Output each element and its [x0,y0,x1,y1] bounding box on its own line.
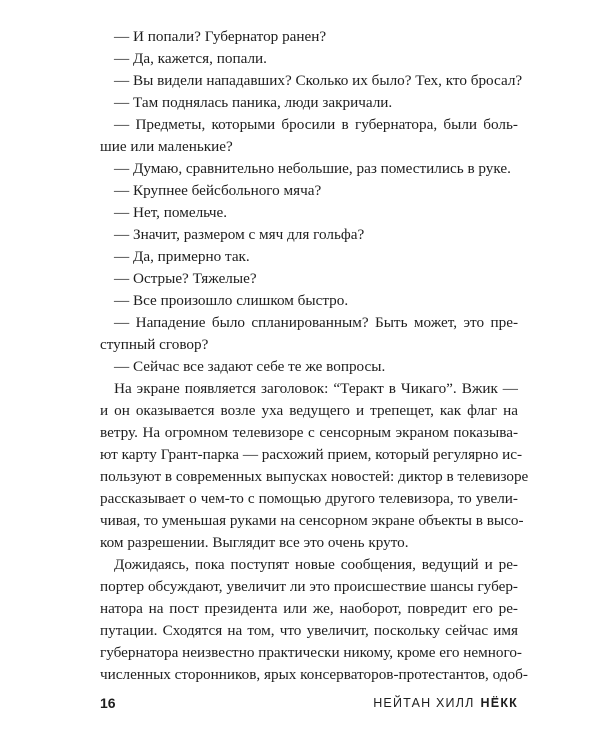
text-line: — Все произошло слишком быстро. [114,292,349,309]
text-line: — Думаю, сравнительно небольшие, раз поместились в руке. [114,160,511,177]
text-line: ступный сговор? [100,336,209,353]
text-line: — Сейчас все задают себе те же вопросы. [114,358,386,375]
text-line: ветру. На огромном телевизоре с сенсорным экраном показыва- [100,424,518,441]
page-number: 16 [100,695,116,711]
text-line: — Да, кажется, попали. [114,50,267,67]
footer-book-title: НЁКК [480,696,518,710]
text-line: — Вы видели нападавших? Сколько их было? Тех, кто бросал? [114,72,523,89]
text-line: ком разрешении. Выглядит все это очень круто. [100,534,409,551]
text-line: портер обсуждают, увеличит ли это происшествие шансы губер- [100,578,518,595]
text-line: — И попали? Губернатор ранен? [114,28,327,45]
text-line: чивая, то уменьшая руками на сенсорном экране объекты в высо- [100,512,524,529]
text-line: — Нападение было спланированным? Быть может, это пре- [114,314,518,331]
running-footer [373,692,518,714]
text-line: рассказывает о чем-то с помощью другого телевизора, то увели- [100,490,518,507]
text-line: Дожидаясь, пока поступят новые сообщения, ведущий и ре- [114,556,518,573]
text-line: — Нет, помельче. [114,204,228,221]
text-line: численных сторонников, ярых консерваторов-протестантов, одоб- [100,666,528,683]
text-line: ют карту Грант-парка — расхожий прием, который регулярно ис- [100,446,523,463]
text-line: — Значит, размером с мяч для гольфа? [114,226,365,243]
text-line: натора на пост президента или же, наоборот, повредит его ре- [100,600,518,617]
text-line: — Крупнее бейсбольного мяча? [114,182,322,199]
text-line: — Да, примерно так. [114,248,250,265]
text-line: — Там поднялась паника, люди закричали. [114,94,393,111]
text-line: и он оказывается возле уха ведущего и трепещет, как флаг на [100,402,518,419]
text-line: пользуют в современных выпусках новостей: диктор в телевизоре [100,468,529,485]
text-line: — Предметы, которыми бросили в губернатора, были боль- [114,116,518,133]
text-line: На экране появляется заголовок: “Теракт в Чикаго”. Вжик — [114,380,518,397]
text-line: губернатора неизвестно практически никому, кроме его немного- [100,644,522,661]
text-line: шие или маленькие? [100,138,233,155]
text-line: — Острые? Тяжелые? [114,270,257,287]
footer-author: НЕЙТАН ХИЛЛ [373,696,475,710]
text-line: путации. Сходятся на том, что увеличит, поскольку сейчас имя [100,622,518,639]
